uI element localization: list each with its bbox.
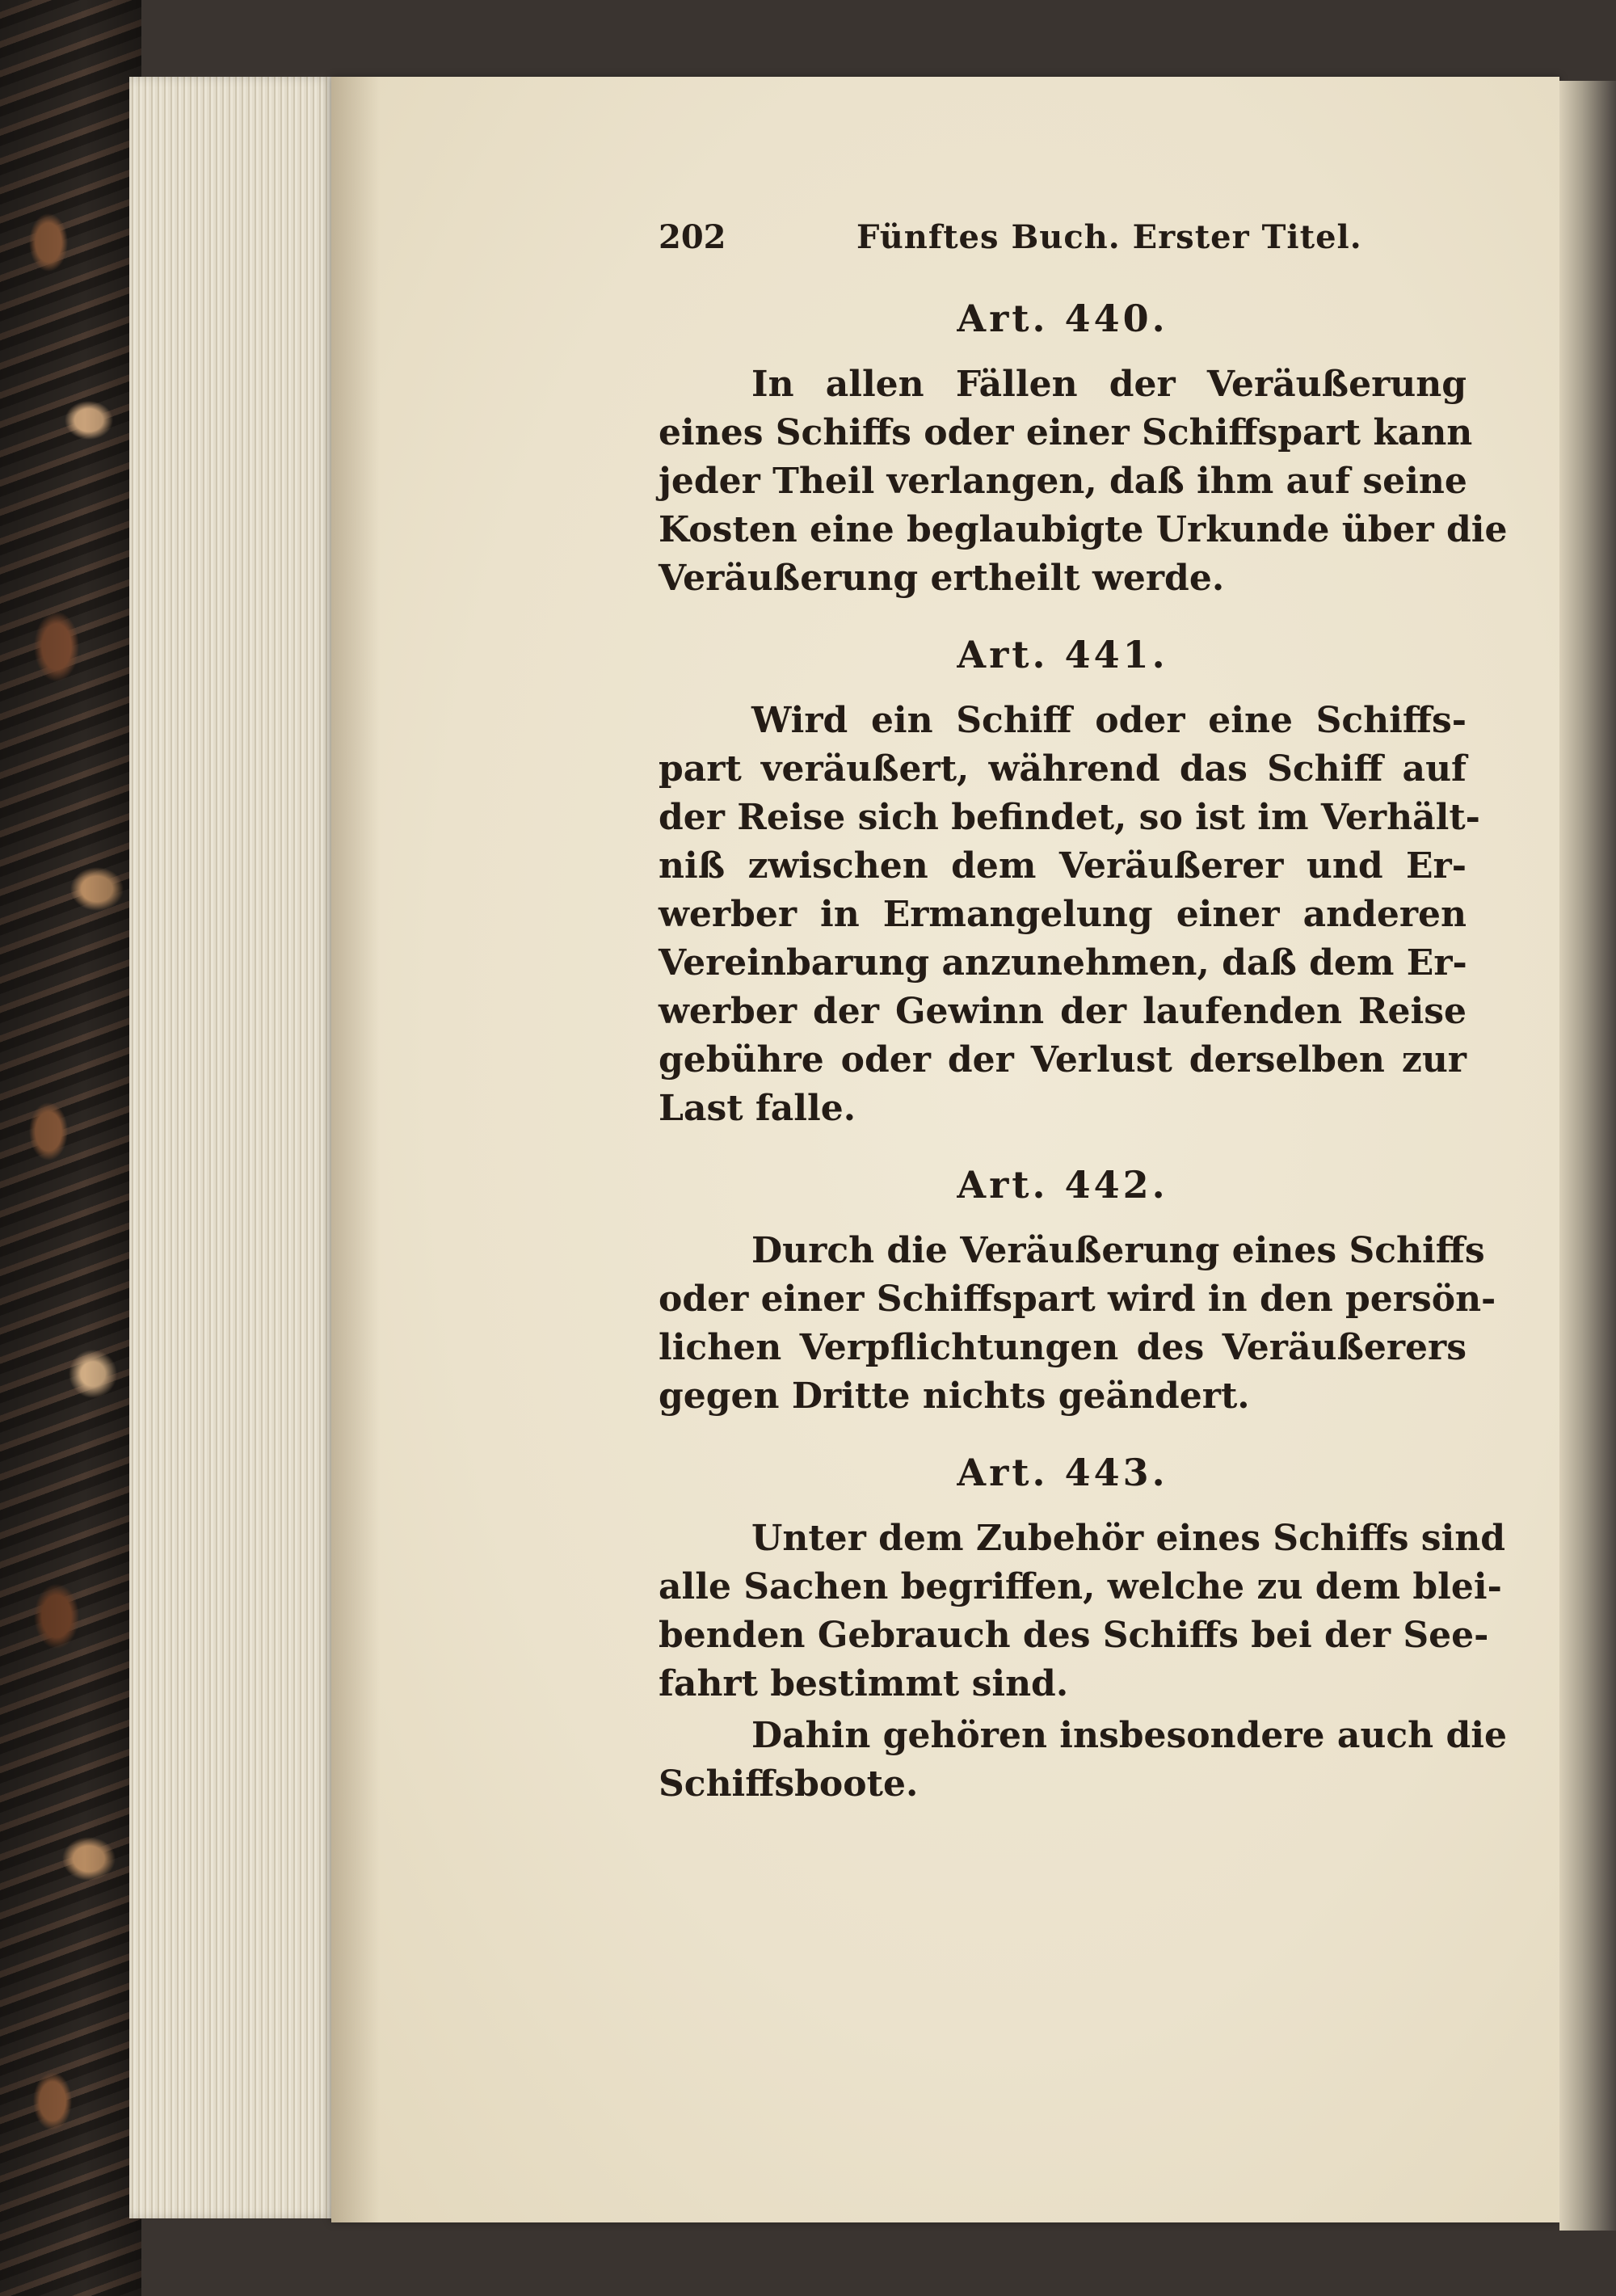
article-paragraph bbox=[659, 360, 1508, 603]
article-title: Art. 442. bbox=[957, 1163, 1168, 1207]
text-line: Wird ein Schiff oder eine Schiffs- bbox=[751, 700, 1467, 741]
text-line: Unter dem Zubehör eines Schiffs sind bbox=[751, 1518, 1506, 1559]
running-title: Fünftes Buch. Erster Titel. bbox=[856, 218, 1362, 256]
article-title: Art. 440. bbox=[957, 297, 1168, 340]
article-title: Art. 443. bbox=[957, 1451, 1168, 1494]
text-line: In allen Fällen der Veräußerung bbox=[751, 364, 1467, 405]
page-content bbox=[659, 218, 1508, 1809]
text-line: niß zwischen dem Veräußerer und Er- bbox=[659, 845, 1467, 887]
text-line: benden Gebrauch des Schiffs bei der See- bbox=[659, 1615, 1489, 1656]
text-line: gebühre oder der Verlust derselben zur bbox=[659, 1039, 1467, 1081]
cover-shade bbox=[0, 0, 141, 2296]
text-line: jeder Theil verlangen, daß ihm auf seine bbox=[659, 461, 1467, 502]
text-line: Dahin gehören insbesondere auch die bbox=[751, 1715, 1507, 1756]
article-paragraph bbox=[659, 1515, 1506, 1708]
text-line: oder einer Schiffspart wird in den persön- bbox=[659, 1279, 1496, 1320]
next-page-edge bbox=[1559, 81, 1616, 2231]
text-line: alle Sachen begriffen, welche zu dem blei- bbox=[659, 1566, 1502, 1607]
text-line: part veräußert, während das Schiff auf bbox=[659, 748, 1467, 790]
text-line: Kosten eine beglaubigte Urkunde über die bbox=[659, 509, 1508, 550]
text-line: fahrt bestimmt sind. bbox=[659, 1663, 1069, 1704]
text-line: lichen Verpflichtungen des Veräußerers bbox=[659, 1327, 1467, 1368]
article-paragraph bbox=[659, 1227, 1496, 1421]
text-line: werber in Ermangelung einer anderen bbox=[659, 894, 1467, 935]
text-line: gegen Dritte nichts geändert. bbox=[659, 1375, 1250, 1417]
articles bbox=[659, 294, 1508, 1809]
page-number: 202 bbox=[659, 218, 726, 256]
article-paragraph bbox=[659, 1712, 1507, 1809]
page-block-edges bbox=[129, 77, 335, 2218]
text-line: Vereinbarung anzunehmen, daß dem Er- bbox=[659, 942, 1467, 984]
page-gutter bbox=[331, 77, 380, 2222]
text-line: Last falle. bbox=[659, 1088, 856, 1129]
text-line: Schiffsboote. bbox=[659, 1763, 919, 1805]
running-header bbox=[659, 218, 1467, 267]
text-line: Veräußerung ertheilt werde. bbox=[659, 558, 1225, 599]
article-title: Art. 441. bbox=[957, 633, 1168, 676]
text-line: Durch die Veräußerung eines Schiffs bbox=[751, 1230, 1485, 1271]
text-line: der Reise sich befindet, so ist im Verhält- bbox=[659, 797, 1480, 838]
text-line: werber der Gewinn der laufenden Reise bbox=[659, 991, 1467, 1032]
text-line: eines Schiffs oder einer Schiffspart kann bbox=[659, 412, 1473, 453]
article-paragraph bbox=[659, 697, 1480, 1133]
